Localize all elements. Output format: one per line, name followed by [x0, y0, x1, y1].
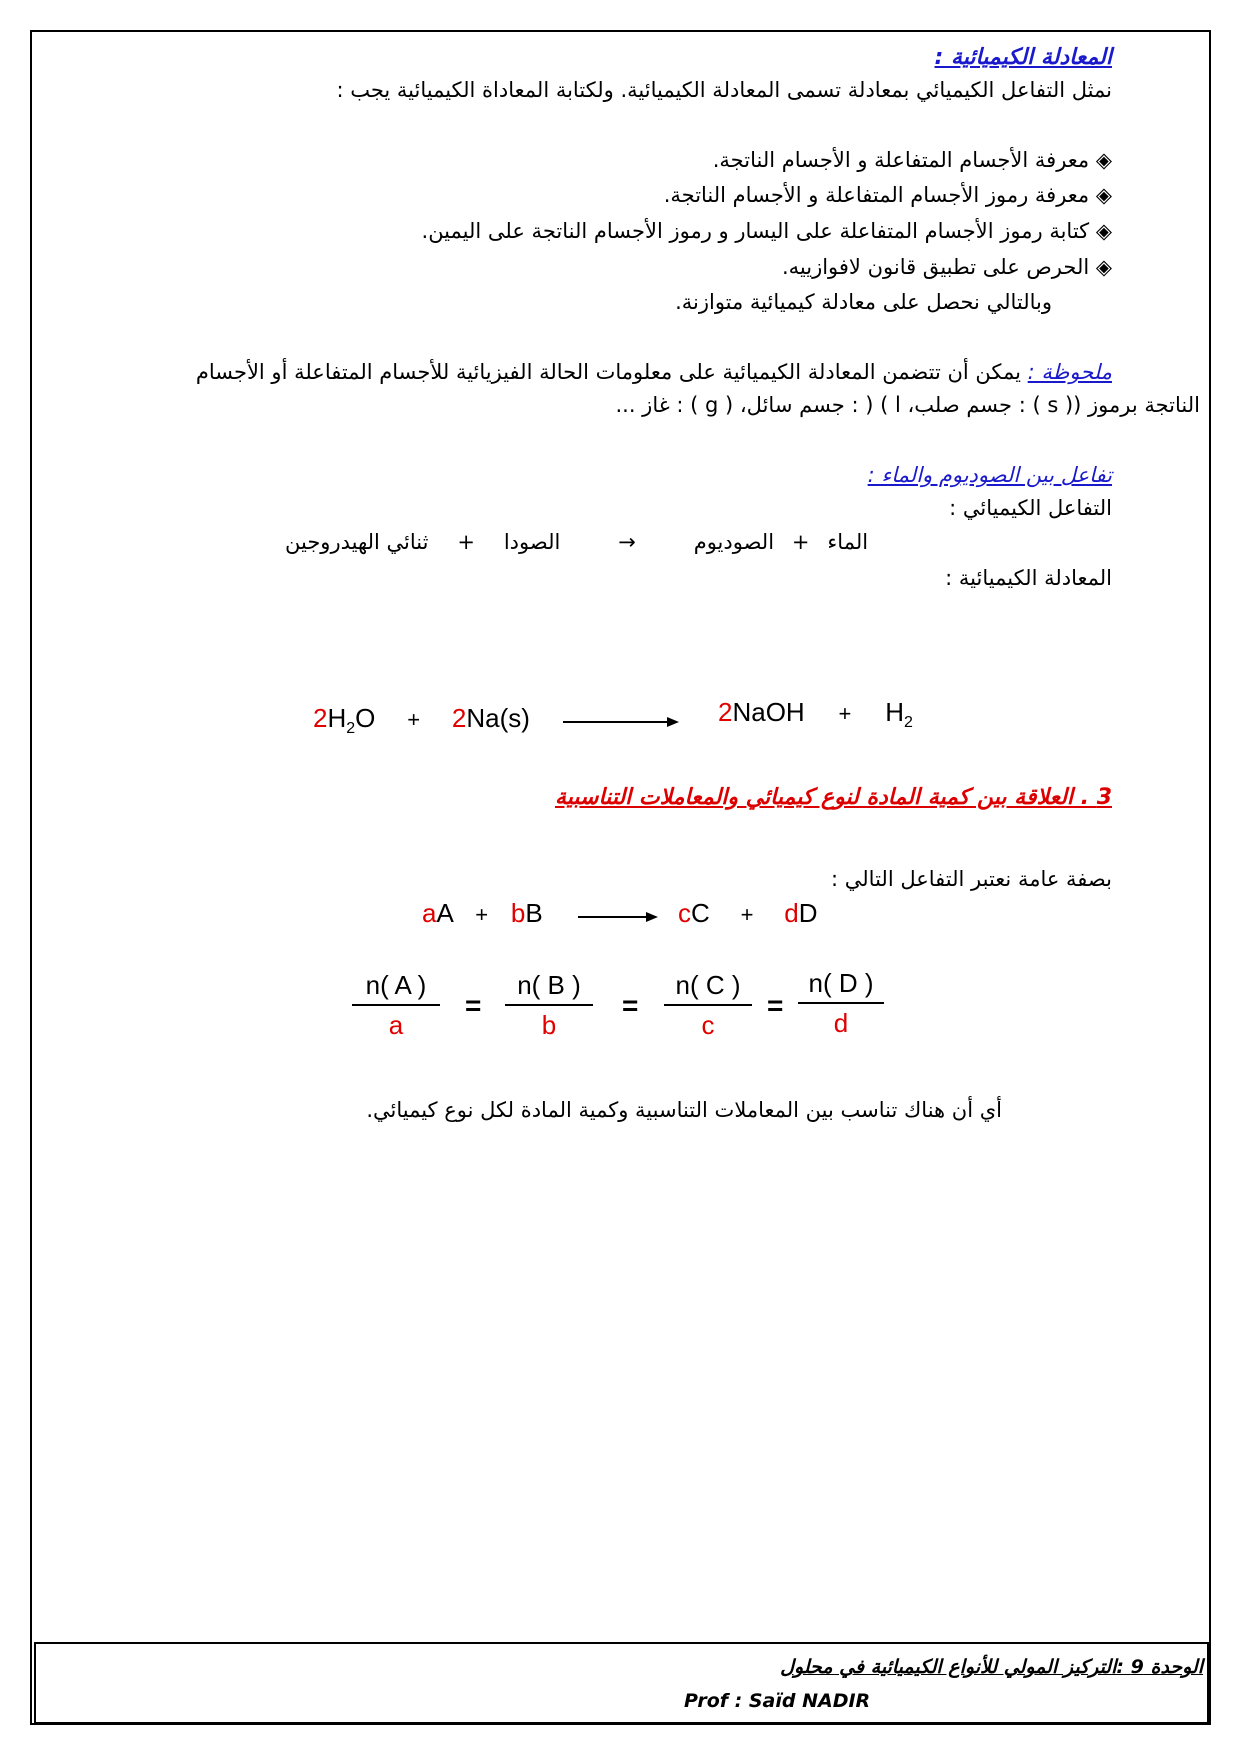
coefficient: b [510, 898, 526, 928]
species: A [436, 898, 453, 928]
word-water: الماء [827, 530, 869, 554]
note-line-2: الناتجة برموز (( s ) : جسم صلب، l ) ( : جسم سائل، ( g ) : غاز ... [615, 393, 1200, 417]
species: C [691, 898, 710, 928]
reaction-arrow-icon [563, 715, 679, 729]
proportionality-conclusion: أي أن هناك تناسب بين المعاملات التناسبية وكمية المادة لكل نوع كيميائي. [366, 1098, 1002, 1122]
equals-sign: = [767, 990, 784, 1021]
ratio-numerator: n( D ) [808, 968, 874, 998]
word-plus: + [457, 530, 475, 554]
coefficient: 2 [718, 697, 733, 727]
fraction-bar [664, 1004, 752, 1006]
ratio-c [664, 970, 752, 1041]
subscript: 2 [346, 720, 356, 738]
ratio-denominator: c [701, 1010, 715, 1040]
word-sodium: الصوديوم [693, 530, 775, 554]
word-soda: الصودا [503, 530, 561, 554]
coefficient: d [784, 898, 799, 928]
ratio-numerator: n( C ) [675, 970, 741, 1000]
example-title: تفاعل بين الصوديوم والماء : [867, 463, 1112, 487]
ratio-d [798, 968, 884, 1039]
plus-sign: + [838, 701, 852, 726]
formula-o: O [355, 703, 376, 733]
fraction-bar [352, 1004, 440, 1006]
note-label: ملحوظة : [1027, 360, 1112, 384]
formula-naoh: NaOH [732, 697, 805, 727]
ratio-denominator: d [833, 1008, 849, 1038]
chemical-equation [313, 703, 530, 738]
diamond-bullet-icon: ◈ [1089, 219, 1112, 243]
bullet-text: معرفة رموز الأجسام المتفاعلة و الأجسام الناتجة. [663, 183, 1090, 207]
word-arrow: → [618, 530, 636, 554]
plus-sign: + [407, 707, 421, 732]
ratio-b [505, 970, 593, 1041]
diamond-bullet-icon: ◈ [1089, 183, 1112, 207]
ratio-numerator: n( B ) [517, 970, 581, 1000]
diamond-bullet-icon: ◈ [1089, 255, 1112, 279]
ratio-denominator: a [388, 1010, 404, 1040]
ratio-a [352, 970, 440, 1041]
plus-sign: + [475, 902, 489, 927]
diamond-bullet-icon: ◈ [1089, 148, 1112, 172]
section-title-relation: 3 . العلاقة بين كمية المادة لنوع كيميائي والمعاملات التناسبية [554, 785, 1112, 810]
word-hydrogen: ثنائي الهيدروجين [285, 530, 429, 554]
reaction-label: التفاعل الكيميائي : [949, 496, 1112, 520]
formula-h: H [327, 703, 347, 733]
general-equation [422, 898, 543, 929]
note-line-1 [196, 357, 1112, 387]
plus-sign: + [740, 902, 754, 927]
bullet-item [713, 145, 1112, 175]
bullet-text: معرفة الأجسام المتفاعلة و الأجسام الناتجة. [712, 148, 1090, 172]
formula-h2: H [885, 697, 904, 727]
ratio-denominator: b [541, 1010, 557, 1040]
footer-box [34, 1642, 1209, 1724]
coefficient: c [678, 898, 691, 928]
bullet-text: الحرص على تطبيق قانون لافوازييه. [781, 255, 1090, 279]
note-text: يمكن أن تتضمن المعادلة الكيميائية على معلومات الحالة الفيزيائية للأجسام المتفاعلة أو الأجسام [195, 360, 1021, 384]
footer-author: Prof : Saïd NADIR [684, 1690, 871, 1712]
coefficient: 2 [313, 703, 328, 733]
bullet-item [664, 180, 1112, 210]
coefficient: a [422, 898, 437, 928]
general-equation-products [678, 898, 818, 929]
section-title-equation: المعادلة الكيميائية : [934, 45, 1112, 70]
equation-label: المعادلة الكيميائية : [945, 566, 1112, 590]
fraction-bar [798, 1002, 884, 1004]
species: D [798, 898, 818, 928]
bullet-text: كتابة رموز الأجسام المتفاعلة على اليسار و رموز الأجسام الناتجة على اليمين. [421, 219, 1090, 243]
general-reaction-intro: بصفة عامة نعتبر التفاعل التالي : [831, 867, 1112, 891]
intro-paragraph: نمثل التفاعل الكيميائي بمعادلة تسمى المعادلة الكيميائية. ولكتابة المعاداة الكيميائية يجب : [336, 78, 1112, 102]
word-equation [285, 527, 868, 557]
equals-sign: = [465, 990, 482, 1021]
reaction-arrow-icon [578, 910, 658, 924]
coefficient: 2 [451, 703, 467, 733]
equals-sign: = [622, 990, 639, 1021]
bullet-item [782, 252, 1112, 282]
fraction-bar [505, 1004, 593, 1006]
bullet-item [422, 216, 1112, 246]
word-plus: + [791, 530, 810, 554]
chemical-equation-products [718, 697, 913, 732]
conclusion-balanced: وبالتالي نحصل على معادلة كيميائية متوازنة. [675, 290, 1052, 314]
footer-unit-title: الوحدة 9 :التركيز المولي للأنواع الكيميائية في محلول [780, 1656, 1203, 1678]
ratio-numerator: n( A ) [365, 970, 427, 1000]
formula-sodium: Na(s) [466, 703, 530, 733]
subscript: 2 [903, 714, 913, 732]
species: B [525, 898, 543, 928]
